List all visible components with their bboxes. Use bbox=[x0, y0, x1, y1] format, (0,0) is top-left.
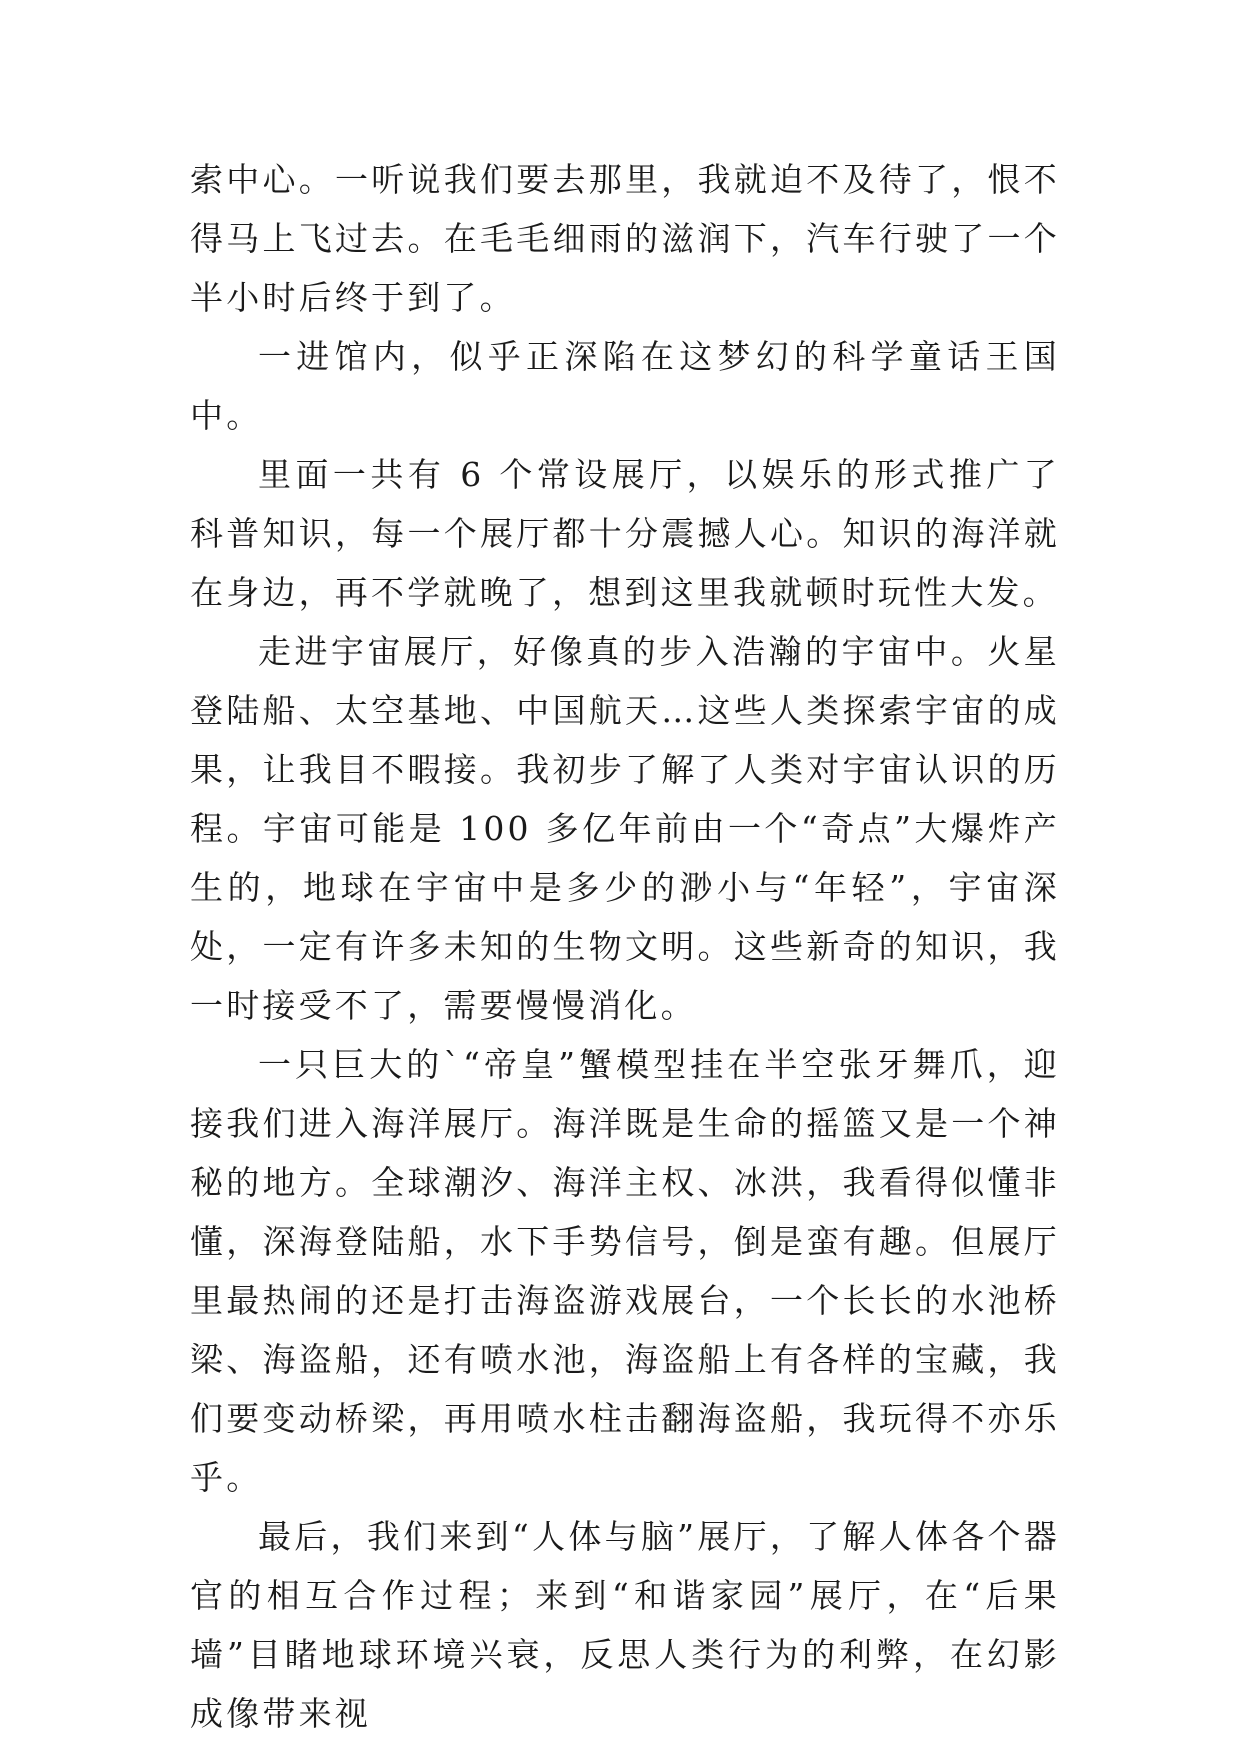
paragraph-5: 一只巨大的`“帝皇”蟹模型挂在半空张牙舞爪，迎接我们进入海洋展厅。海洋既是生命的摇篮又是一个神秘的地方。全球潮汐、海洋主权、冰洪，我看得似懂非懂，深海登陆船，水下手势信号，倒是蛮有趣。但展厅里最热闹的还是打击海盗游戏展台，一个长长的水池桥梁、海盗船，还有喷水池，海盗船上有各样的宝藏，我们要变动桥梁，再用喷水柱击翻海盗船，我玩得不亦乐乎。 bbox=[190, 1045, 1060, 1497]
document-page bbox=[190, 150, 1060, 1743]
paragraph-4: 走进宇宙展厅，好像真的步入浩瀚的宇宙中。火星登陆船、太空基地、中国航天…这些人类探索宇宙的成果，让我目不暇接。我初步了解了人类对宇宙认识的历程。宇宙可能是 100 多亿年前由一个“奇点”大爆炸产生的，地球在宇宙中是多少的渺小与“年轻”，宇宙深处，一定有许多未知的生物文明。这些新奇的知识，我一时接受不了，需要慢慢消化。 bbox=[190, 632, 1060, 1025]
paragraph-2: 一进馆内，似乎正深陷在这梦幻的科学童话王国中。 bbox=[190, 337, 1060, 435]
paragraph-3: 里面一共有 6 个常设展厅，以娱乐的形式推广了科普知识，每一个展厅都十分震撼人心。知识的海洋就在身边，再不学就晚了，想到这里我就顿时玩性大发。 bbox=[190, 455, 1060, 612]
paragraph-1: 索中心。一听说我们要去那里，我就迫不及待了，恨不得马上飞过去。在毛毛细雨的滋润下，汽车行驶了一个半小时后终于到了。 bbox=[190, 160, 1060, 317]
paragraph-6: 最后，我们来到“人体与脑”展厅，了解人体各个器官的相互合作过程；来到“和谐家园”展厅，在“后果墙”目睹地球环境兴衰，反思人类行为的利弊，在幻影成像带来视 bbox=[190, 1517, 1060, 1733]
